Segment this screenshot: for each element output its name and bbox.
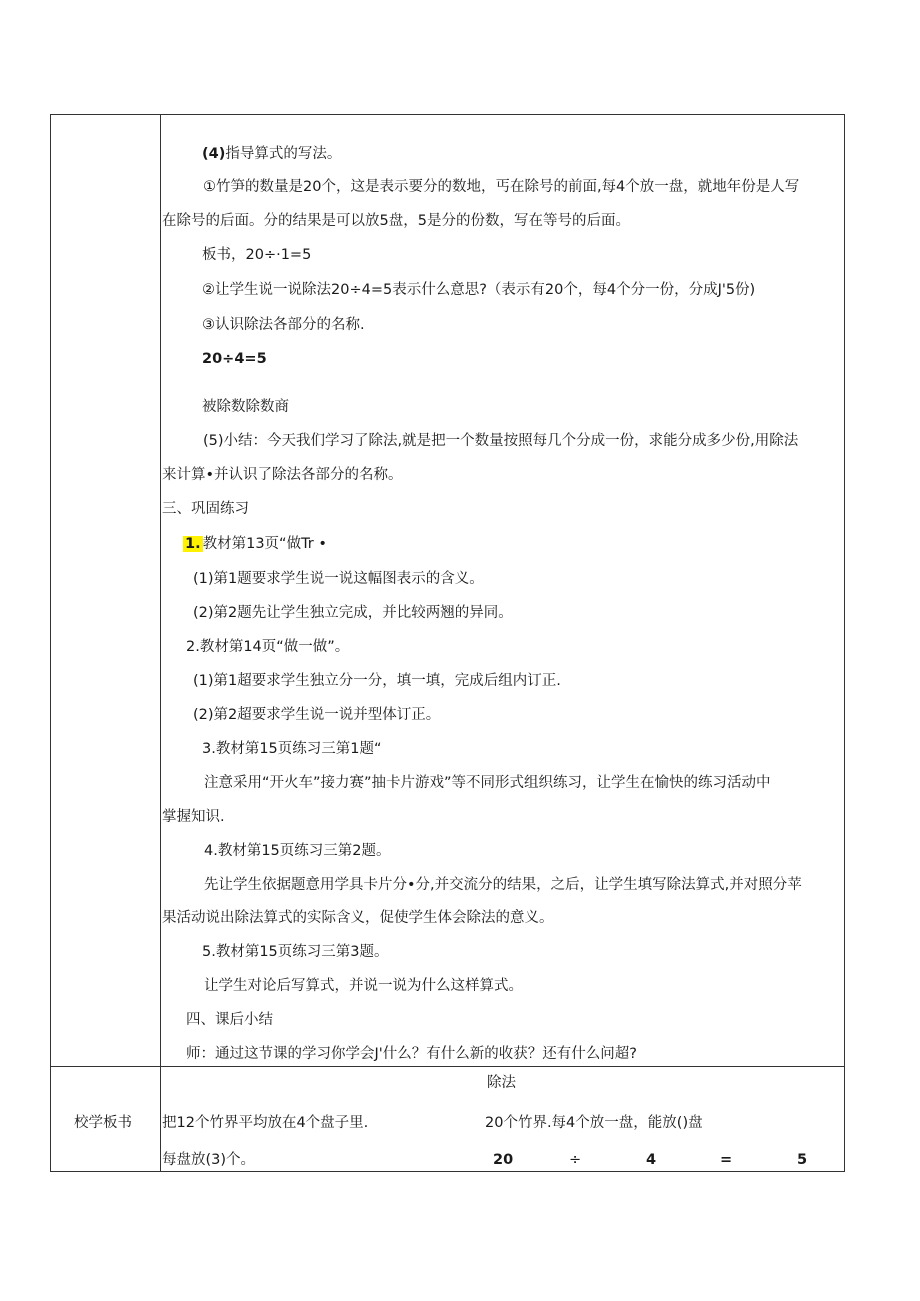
text-line: (5)小结：今天我们学习了除法,就是把一个数量按照每几个分成一份，求能分成多少份,用除法 <box>203 433 799 449</box>
text-line: 注意采用“开火车”接力赛”抽卡片游戏”等不同形式组织练习，让学生在愉快的练习活动中 <box>204 775 771 791</box>
text-line: 1. 教材第13页“做Tr • <box>185 536 327 552</box>
board-left-line2: 每盘放(3)个。 <box>162 1152 256 1168</box>
table-bottom-border <box>50 1171 845 1172</box>
text-line: 被除数除数商 <box>202 399 289 415</box>
board-eq-result: 5 <box>797 1152 808 1168</box>
table-right-border <box>844 114 845 1172</box>
text-line: 掌握知识. <box>162 809 225 825</box>
board-title: 除法 <box>487 1075 516 1091</box>
board-label: 校学板书 <box>74 1115 132 1131</box>
text-line: ①竹笋的数量是20个，这是表示要分的数地，丐在除号的前面,每4个放一盘，就地年份是人写 <box>203 179 800 195</box>
text-line: 来计算•并认识了除法各部分的名称。 <box>162 467 403 483</box>
text-line: ③认识除法各部分的名称. <box>202 317 365 333</box>
table-row-divider <box>50 1066 845 1067</box>
text-line: 先让学生依据题意用学具卡片分•分,并交流分的结果，之后，让学生填写除法算式,并对照分苹 <box>204 877 802 893</box>
text-line: 果活动说出除法算式的实际含义，促使学生体会除法的意义。 <box>162 910 554 926</box>
text-line: ②让学生说一说除法20÷4=5表示什么意思?（表示有20个，每4个分一份，分成J'5份) <box>202 282 756 298</box>
board-eq-equals: = <box>720 1152 733 1168</box>
text-line: (1)第1题要求学生说一说这幅图表示的含义。 <box>193 571 484 587</box>
text-line: 2.教材第14页“做一做”。 <box>186 639 350 655</box>
text-line: 板书，20÷·1=5 <box>202 247 312 263</box>
text-line: (2)第2题先让学生独立完成，并比较两翘的异同。 <box>193 605 513 621</box>
text-line: (1)第1超要求学生独立分一分，填一填，完成后组内订正. <box>193 673 561 689</box>
text-line: 在除号的后面。分的结果是可以放5盘，5是分的份数，写在等号的后面。 <box>162 213 630 229</box>
board-eq-operator: ÷ <box>569 1152 582 1168</box>
text-line: 师：通过这节课的学习你学会J'什么？有什么新的收获？还有什么问超? <box>186 1046 637 1062</box>
board-right-line1: 20个竹界.每4个放一盘，能放()盘 <box>485 1115 703 1131</box>
table-left-border <box>50 114 51 1172</box>
board-eq-divisor: 4 <box>646 1152 657 1168</box>
table-column-divider <box>160 114 161 1172</box>
board-left-line1: 把12个竹界平均放在4个盘子里. <box>162 1115 369 1131</box>
board-eq-dividend: 20 <box>493 1152 514 1168</box>
text-line: 5.教材第15页练习三第3题。 <box>202 944 389 960</box>
text-line: 3.教材第15页练习三第1题“ <box>202 741 382 757</box>
section-heading: 三、巩固练习 <box>162 501 249 517</box>
text-line: 4.教材第15页练习三第2题。 <box>204 843 391 859</box>
text-line: 让学生对论后写算式，并说一说为什么这样算式。 <box>204 978 523 994</box>
equation: 20÷4=5 <box>202 351 267 367</box>
text-line: (2)第2超要求学生说一说并型体订正。 <box>193 707 441 723</box>
section-heading: 四、课后小结 <box>186 1012 273 1028</box>
text-line: (4)指导算式的写法。 <box>202 146 342 162</box>
table-top-border <box>50 114 845 115</box>
highlighted-number: 1. <box>185 536 201 552</box>
